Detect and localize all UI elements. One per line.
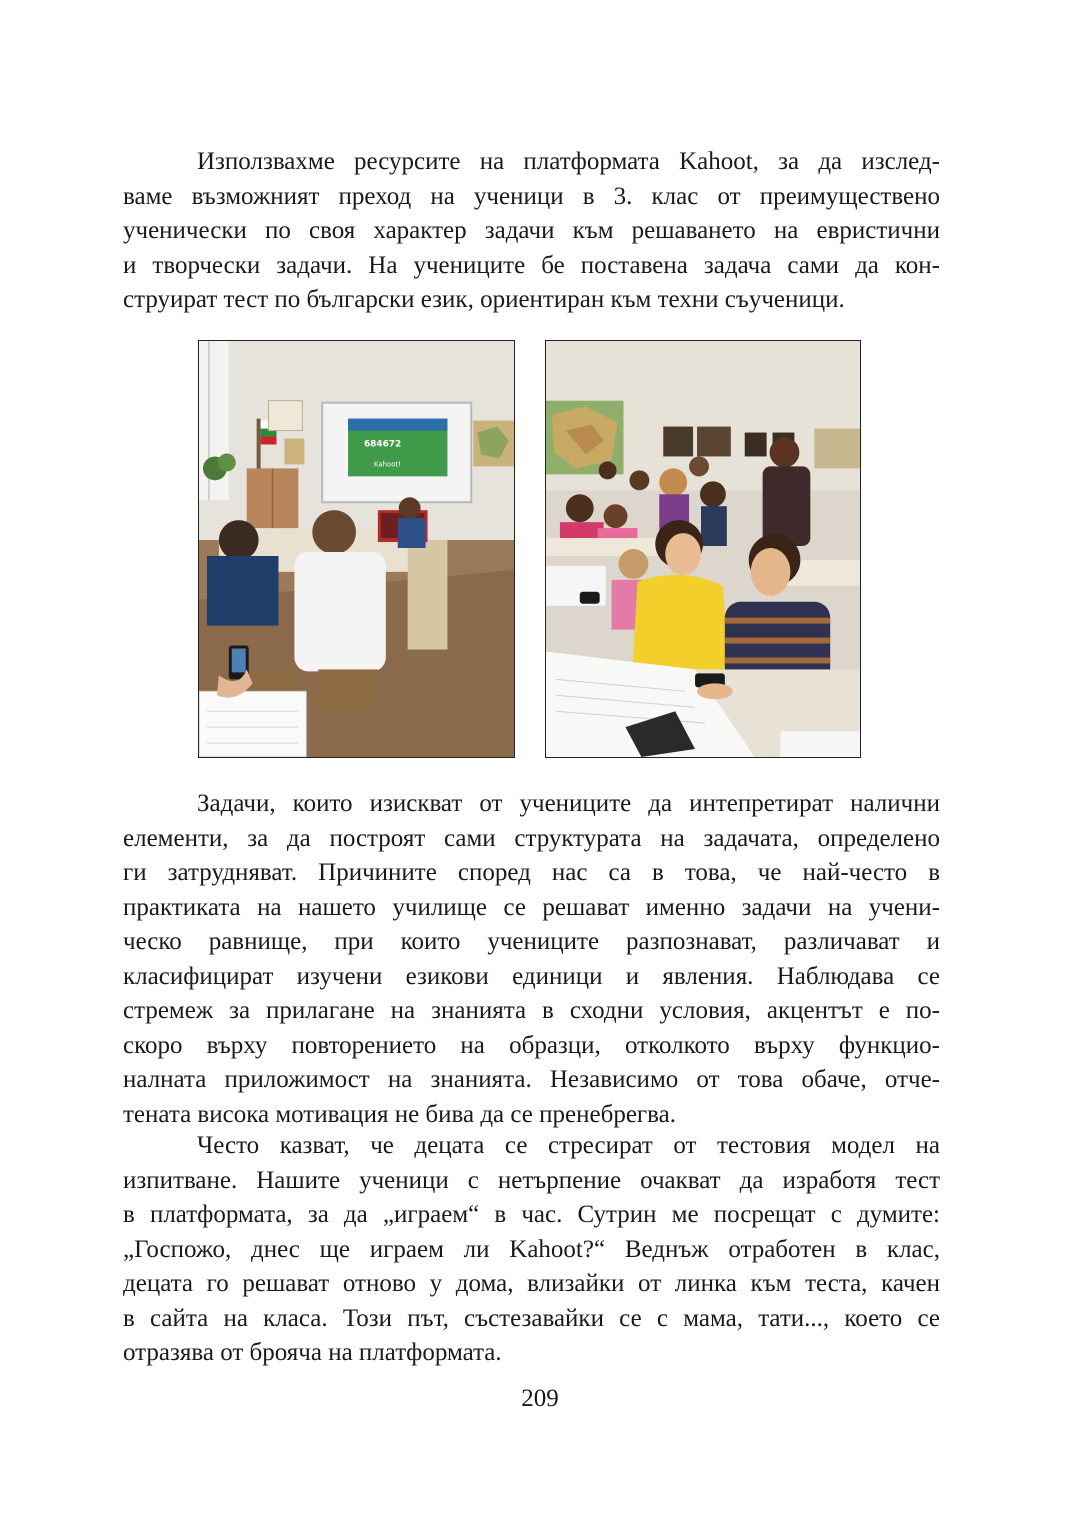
text-line: стремеж за прилагане на знанията в сходни условия, акцентът е по- bbox=[123, 997, 940, 1024]
text-line: практиката на нашето училище се решават именно задачи на учени- bbox=[123, 893, 940, 921]
text-line: ческо равнище, при които учениците разпознават, различават и bbox=[123, 928, 940, 955]
text-line: изпитване. Нашите ученици с нетърпение очакват да изработя тест bbox=[123, 1166, 940, 1194]
text-line: отразява от брояча на платформата. bbox=[123, 1339, 502, 1366]
text-line: струират тест по български език, ориентиран към техни съученици. bbox=[123, 286, 845, 313]
text-line: класифицират изучени езикови единици и явления. Наблюдава се bbox=[123, 962, 940, 990]
page-number: 209 bbox=[521, 1385, 559, 1412]
text-line: ученически по своя характер задачи към решаването на евристични bbox=[123, 217, 940, 244]
screen-kahoot-label: Kahoot! bbox=[373, 460, 402, 469]
text-line: ваме възможният преход на ученици в 3. клас от преимуществено bbox=[123, 182, 940, 210]
paragraph-kahoot-intro bbox=[123, 145, 940, 318]
text-line: децата го решават отново у дома, влизайки от линка към теста, качен bbox=[123, 1270, 940, 1297]
text-line: скоро върху повторението на образци, отколкото върху функцио- bbox=[123, 1031, 940, 1059]
text-line: тената висока мотивация не бива да се пренебрегва. bbox=[123, 1100, 676, 1128]
text-line: Задачи, които изискват от учениците да интепретират налични bbox=[197, 790, 940, 817]
classroom-students-illustration bbox=[546, 341, 860, 757]
text-line: Често казват, че децата се стресират от тестовия модел на bbox=[197, 1132, 940, 1159]
text-line: „Госпожо, днес ще играем ли Kahoot?“ Веднъж отработен в клас, bbox=[123, 1235, 940, 1263]
text-line: Използвахме ресурсите на платформата Kahoot, за да изслед- bbox=[197, 148, 940, 175]
text-line: и творчески задачи. На учениците бе поставена задача сами да кон- bbox=[123, 251, 940, 279]
screen-game-pin: 684672 bbox=[363, 439, 402, 450]
text-line: ги затрудняват. Причините според нас са в това, че най-често в bbox=[123, 859, 940, 886]
text-line: налната приложимост на знанията. Независимо от това обаче, отче- bbox=[123, 1066, 940, 1093]
classroom-photo-students bbox=[545, 340, 861, 758]
text-line: елементи, за да построят сами структурата на задачата, определено bbox=[123, 824, 940, 852]
text-line: в платформата, за да „играем“ в час. Сутрин ме посрещат с думите: bbox=[123, 1201, 940, 1228]
text-line: в сайта на класа. Този път, състезавайки се с мама, тати..., което се bbox=[123, 1304, 940, 1332]
paragraph-test-motivation bbox=[123, 1129, 940, 1371]
paragraph-task-difficulty bbox=[123, 787, 940, 1132]
classroom-projector-illustration bbox=[199, 341, 514, 757]
classroom-photo-projector bbox=[198, 340, 515, 758]
